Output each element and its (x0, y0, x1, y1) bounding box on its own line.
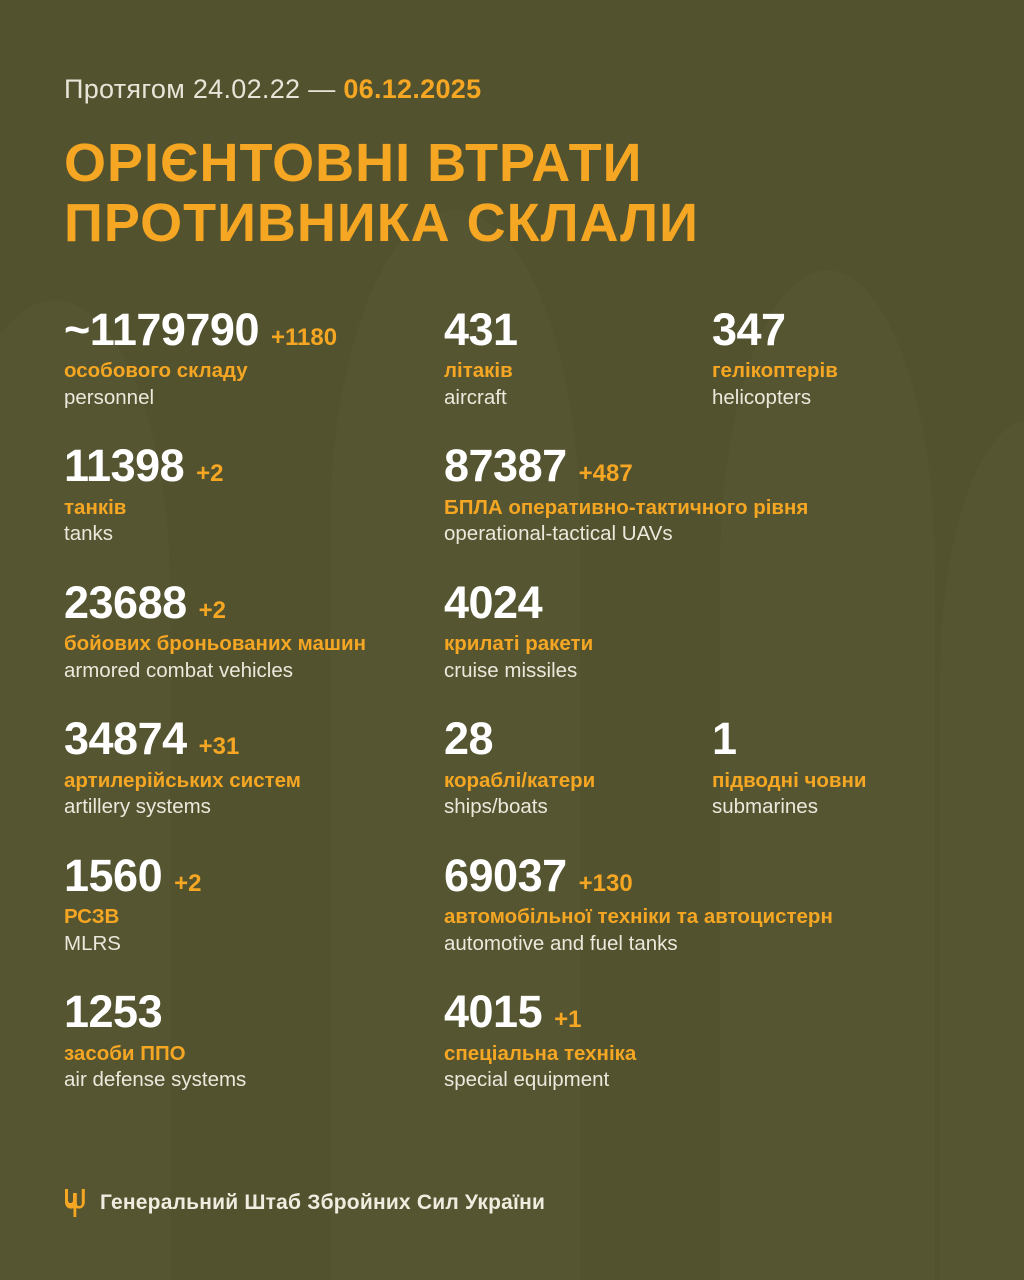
stat-value: ~1179790 (64, 303, 259, 355)
stat-value-row (444, 849, 960, 901)
stat-delta: +1 (554, 1006, 582, 1034)
stat-label-ua: крилаті ракети (444, 632, 594, 656)
stats-grid (64, 303, 960, 1125)
stat-item (64, 988, 444, 1125)
stat-label-en: special equipment (444, 1068, 610, 1092)
stat-label-ua: гелікоптерів (712, 359, 838, 383)
page-title (64, 133, 960, 254)
stat-delta: +487 (578, 460, 633, 488)
footer (64, 1188, 545, 1218)
stat-label-en: automotive and fuel tanks (444, 931, 678, 955)
stat-value-row (64, 440, 444, 492)
headline-line-1: ОРІЄНТОВНІ ВТРАТИ (64, 133, 643, 193)
stat-value: 23688 (64, 576, 187, 628)
stat-value-row (712, 713, 960, 765)
footer-label: Генеральний Штаб Збройних Сил України (100, 1191, 546, 1214)
stat-value-row (712, 303, 960, 355)
stat-delta: +2 (196, 460, 224, 488)
stat-label-en: aircraft (444, 385, 507, 409)
stat-value: 34874 (64, 713, 187, 765)
stat-value-row (444, 986, 960, 1038)
stat-value-row (64, 303, 444, 355)
stat-label-en: air defense systems (64, 1068, 247, 1092)
stat-value: 1560 (64, 849, 163, 901)
stat-value: 347 (712, 303, 786, 355)
stat-label-ua: підводні човни (712, 768, 867, 792)
stat-value: 87387 (444, 440, 567, 492)
stat-label-en: ships/boats (444, 795, 548, 819)
headline-line-2: ПРОТИВНИКА СКЛАЛИ (64, 193, 699, 254)
stat-label-en: armored combat vehicles (64, 658, 294, 682)
stat-value-row (444, 576, 960, 628)
stat-label-ua: особового складу (64, 359, 248, 383)
stat-label-ua: спеціальна техніка (444, 1041, 637, 1065)
stat-item (712, 303, 960, 443)
stat-label-en: artillery systems (64, 795, 211, 819)
stat-label-ua: засоби ППО (64, 1041, 186, 1065)
stat-delta: +31 (198, 733, 240, 761)
stat-label-ua: літаків (444, 359, 513, 383)
stat-label-ua: РСЗВ (64, 905, 120, 929)
stat-label-ua: танків (64, 495, 127, 519)
stat-value-row (64, 849, 444, 901)
stat-label-ua: артилерійських систем (64, 768, 301, 792)
stat-item (64, 442, 444, 579)
stat-label-ua: кораблі/катери (444, 768, 596, 792)
trident-icon (64, 1188, 86, 1218)
stat-value: 1 (712, 713, 737, 765)
stat-value-row (64, 986, 444, 1038)
stat-item (64, 849, 444, 989)
stat-value: 4015 (444, 986, 543, 1038)
stat-item (64, 715, 444, 852)
stat-value-row (64, 713, 444, 765)
stat-label-en: helicopters (712, 385, 812, 409)
period-line (64, 74, 960, 105)
content-area (0, 74, 1024, 1125)
stat-value: 1253 (64, 986, 163, 1038)
stat-label-en: submarines (712, 795, 818, 819)
stat-value-row (444, 713, 712, 765)
stat-value-row (444, 303, 712, 355)
stat-label-en: tanks (64, 522, 113, 546)
period-prefix: Протягом 24.02.22 (64, 74, 301, 104)
stat-label-en: cruise missiles (444, 658, 578, 682)
stat-item (444, 849, 960, 989)
stat-item (444, 442, 960, 579)
stat-value-row (444, 440, 960, 492)
stat-item (712, 715, 960, 852)
stat-label-en: MLRS (64, 931, 121, 955)
stat-delta: +1180 (270, 323, 338, 351)
stat-value: 28 (444, 713, 494, 765)
stat-item (64, 576, 444, 716)
stat-delta: +2 (174, 869, 202, 897)
stat-item (444, 715, 712, 852)
stat-value-row (64, 576, 444, 628)
period-dash: — (308, 74, 336, 104)
stat-item (444, 303, 712, 443)
period-date: 06.12.2025 (343, 74, 482, 104)
stat-value: 4024 (444, 576, 543, 628)
stat-label-ua: БПЛА оперативно-тактичного рівня (444, 495, 809, 519)
stat-item (444, 988, 960, 1125)
stat-label-en: personnel (64, 385, 155, 409)
stat-item (444, 576, 960, 716)
stat-label-en: operational-tactical UAVs (444, 522, 673, 546)
stat-value: 431 (444, 303, 518, 355)
stat-delta: +2 (198, 596, 227, 624)
stat-value: 11398 (64, 440, 185, 492)
stat-delta: +130 (578, 869, 633, 897)
stat-item (64, 303, 444, 443)
stat-label-ua: автомобільної техніки та автоцистерн (444, 905, 833, 929)
stat-label-ua: бойових броньованих машин (64, 632, 367, 656)
stat-value: 69037 (444, 849, 567, 901)
